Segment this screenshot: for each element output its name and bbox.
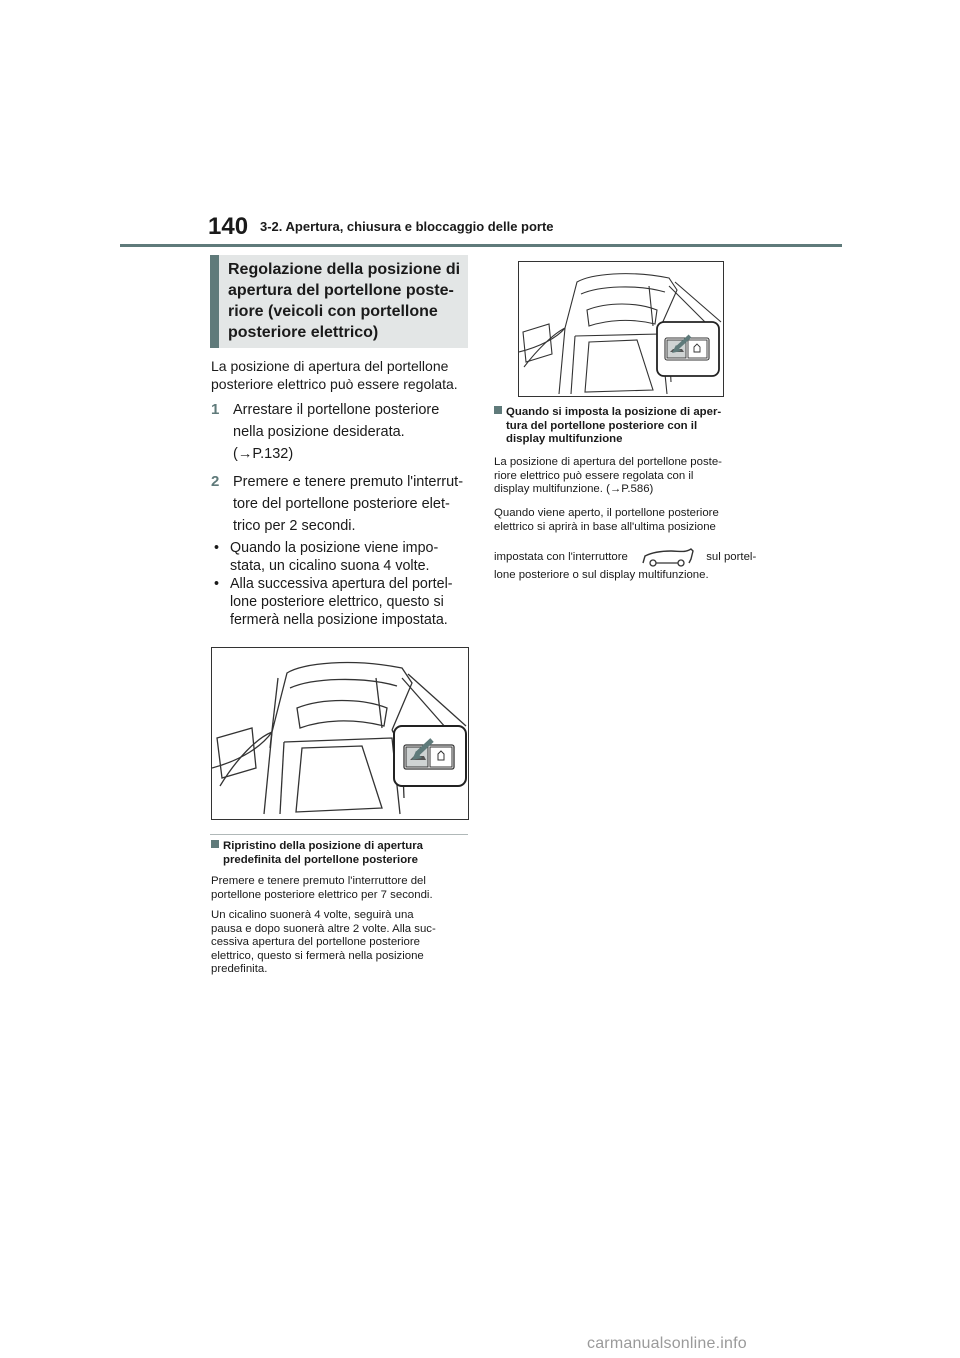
section-title: 3-2. Apertura, chiusura e bloccaggio delle porte [260, 219, 554, 234]
page-number: 140 [208, 213, 249, 240]
heading-line: apertura del portellone poste- [228, 282, 454, 299]
bullet-line: fermerà nella posizione impostata. [230, 612, 448, 628]
paragraph-text: sul portel- [706, 551, 757, 563]
step-1 [211, 399, 439, 465]
bullet-item [214, 575, 453, 629]
bullet-dot: • [214, 576, 220, 592]
car-tailgate-icon [641, 547, 695, 567]
bullet-item [214, 539, 453, 575]
bullet-line: Quando la posizione viene impo- [230, 540, 439, 556]
paragraph-line: portellone posteriore elettrico per 7 secondi. [211, 888, 433, 901]
watermark[interactable]: carmanualsonline.info [587, 1335, 747, 1352]
tailgate-switch-illustration [211, 647, 469, 820]
intro-line: La posizione di apertura del portellone [211, 358, 449, 374]
tailgate-drawing [212, 648, 468, 819]
section-heading [210, 255, 468, 348]
paragraph-line: La posizione di apertura del portellone poste- [494, 456, 722, 468]
reset-title [211, 840, 423, 867]
paragraph-line: lone posteriore o sul display multifunzione. [494, 569, 709, 581]
section-marker [211, 840, 219, 848]
paragraph-line: pausa e dopo suonerà altre 2 volte. Alla suc- [211, 922, 436, 935]
tailgate-switch-illustration-right [518, 261, 724, 397]
step-line: tore del portellone posteriore elet- [233, 496, 450, 512]
heading-line: riore (veicoli con portellone [228, 303, 438, 320]
step-line: Premere e tenere premuto l'interrut- [233, 474, 464, 490]
display-title-line: display multifunzione [506, 433, 623, 445]
bullet-list [214, 539, 453, 629]
paragraph-line: elettrico, questo si fermerà nella posizione [211, 949, 424, 962]
display-paragraph-2 [494, 507, 719, 534]
page-reference: (→P.132) [233, 446, 294, 462]
display-title-line: Quando si imposta la posizione di aper- [506, 406, 722, 418]
reset-paragraph-2 [211, 909, 436, 977]
paragraph-line: predefinita. [211, 963, 268, 975]
section-marker [494, 406, 502, 414]
paragraph-line: Un cicalino suonerà 4 volte, seguirà una [211, 909, 414, 921]
reset-title-line: predefinita del portellone posteriore [223, 853, 418, 866]
step-2 [211, 471, 463, 537]
paragraph-line: elettrico si aprirà in base all'ultima posizione [494, 520, 716, 533]
paragraph-line: riore elettrico può essere regolata con il [494, 469, 694, 482]
tailgate-drawing [519, 262, 723, 396]
paragraph-line: display multifunzione. (→P.586) [494, 483, 654, 495]
paragraph-text: impostata con l'interruttore [494, 551, 628, 563]
step-line: trico per 2 secondi. [233, 518, 356, 534]
header-rule [120, 244, 842, 247]
display-title [494, 406, 721, 447]
step-line: Arrestare il portellone posteriore [233, 402, 440, 418]
step-line: nella posizione desiderata. [233, 424, 405, 440]
display-paragraph-1 [494, 456, 722, 497]
bullet-line: Alla successiva apertura del portel- [230, 576, 453, 592]
heading-line: posteriore elettrico) [228, 324, 379, 341]
paragraph-line: cessiva apertura del portellone posteriore [211, 936, 420, 948]
paragraph-line: Premere e tenere premuto l'interruttore del [211, 875, 426, 887]
intro-paragraph [211, 357, 458, 393]
display-title-line: tura del portellone posteriore con il [506, 419, 698, 432]
paragraph-line: Quando viene aperto, il portellone posteriore [494, 507, 719, 519]
reset-title-line: Ripristino della posizione di apertura [223, 840, 423, 852]
intro-line: posteriore elettrico può essere regolata. [211, 376, 458, 392]
bullet-line: lone posteriore elettrico, questo si [230, 594, 444, 610]
step-number: 1 [211, 401, 220, 418]
heading-line: Regolazione della posizione di [228, 261, 461, 278]
bullet-line: stata, un cicalino suona 4 volte. [230, 558, 430, 574]
display-paragraph-2-line-3 [494, 545, 756, 569]
bullet-dot: • [214, 540, 220, 556]
reset-paragraph-1 [211, 875, 433, 902]
step-number: 2 [211, 473, 220, 490]
divider [210, 834, 468, 835]
